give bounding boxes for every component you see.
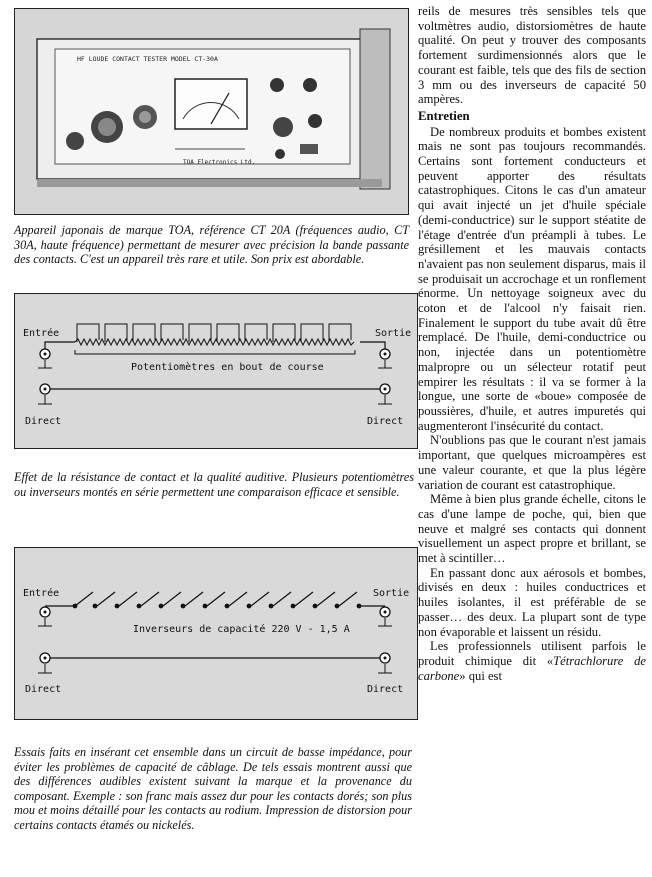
- center-label: Inverseurs de capacité 220 V - 1,5 A: [133, 624, 350, 635]
- center-label: Potentiomètres en bout de course: [131, 362, 324, 373]
- paragraph-4: En passant donc aux aérosols et bombes, divisés en deux : huiles conductrices et huiles isolantes, il est préférable de se passer… des deux. La plupart sont de type non évaporable et laissent un résidu.: [418, 565, 646, 639]
- output-label: Sortie: [375, 328, 412, 339]
- figure3-caption: Essais faits en insérant cet ensemble dans un circuit de basse impédance, pour éviter les problèmes de capacité de câblage. De tels essais montrent aussi que des différences audibles existent suivant la marque et la provenance du composant. Exemple : son franc mais assez dur pour les contacts dorés; son plus mou et moins détaillé pour les contacts au rodium. Impression de distorsion pour certains contacts étamés ou nickelés.: [14, 745, 412, 832]
- direct-left-label: Direct: [25, 416, 62, 427]
- figure2-caption: Effet de la résistance de contact et la qualité auditive. Plusieurs potentiomètres ou inverseurs montés en série permettent une comparaison efficace et sensible.: [14, 470, 414, 499]
- paragraph-5-emphasis: Tétrachlorure de carbone: [418, 653, 647, 683]
- output-label: Sortie: [373, 588, 410, 599]
- direct-right-label: Direct: [367, 416, 404, 427]
- direct-left-label: Direct: [25, 684, 62, 695]
- paragraph-0: reils de mesures très sensibles tels que voltmètres audio, distorsiomètres de haute qualité. On peut y trouver des composants fortement surdimensionnés alors que le courant est faible, tels que des fils de section 3 mm ou des inverseurs de capacité 50 ampères.: [418, 4, 646, 107]
- article-column: [418, 4, 646, 683]
- figure1-caption: Appareil japonais de marque TOA, référence CT 20A (fréquences audio, CT 30A, haute fréquence) permettant de mesurer avec précision la bande passante des contacts. C'est un appareil très rare et utile. Son prix est abordable.: [14, 223, 409, 267]
- paragraph-3: Même à bien plus grande échelle, citons le cas d'une lampe de poche, qui, bien que neuve et malgré ses contacts qui donnent visuellement un aspect propre et brillant, se met à scintiller…: [418, 492, 646, 566]
- figure-potentiometer-circuit: [14, 293, 418, 449]
- paragraph-1: De nombreux produits et bombes existent mais ne sont pas toujours recommandés. Certains sont fortement conducteurs et peuvent apporter des résultats catastrophiques. Citons le cas d'un amateur qui avait injecté un jet d'huile spéciale (demi-conductrice) sur le support stéatite de l'étage d'entrée d'un préampli à tubes. Le grésillement et les mauvais contacts n'avaient pas non seulement disparus, mais il se produisait un accrochage et un ronflement énorme. Un nettoyage soigneux avec du coton et de l'alcool n'y faisait rien. Finalement le support du tube avait dû être remplacé. De l'huile, demi-conductrice ou non, injectée dans un potentiomètre malpropre ou un sélecteur rotatif peut empirer les résultats : il va se former à la longue, une sorte de «boue» composée de poussières, d'huile, et autres impuretés qui augmenteront l'insécurité du contact.: [418, 124, 646, 433]
- brand-label: TOA Electronics Ltd.: [183, 159, 256, 166]
- input-label: Entrée: [23, 328, 60, 339]
- input-label: Entrée: [23, 588, 60, 599]
- paragraph-5-end: » qui est: [459, 668, 502, 683]
- figure-switch-circuit: [14, 547, 418, 720]
- paragraph-2: N'oublions pas que le courant n'est jamais important, que quelques microampères est une valeur courante, et que la plus légère variation de courant est catastrophique.: [418, 433, 646, 492]
- direct-right-label: Direct: [367, 684, 404, 695]
- section-heading: Entretien: [418, 108, 470, 123]
- paragraph-5: [418, 639, 646, 683]
- panel-title: HF LOUDE CONTACT TESTER MODEL CT-30A: [77, 55, 218, 63]
- switch-circuit-diagram: [15, 548, 417, 719]
- paragraph-5-start: Les professionnels utilisent parfois le produit chimique dit «: [418, 639, 646, 668]
- figure-photo-toa-tester: [14, 8, 409, 215]
- potentiometer-circuit-diagram: [15, 294, 417, 448]
- tester-illustration: [15, 9, 408, 214]
